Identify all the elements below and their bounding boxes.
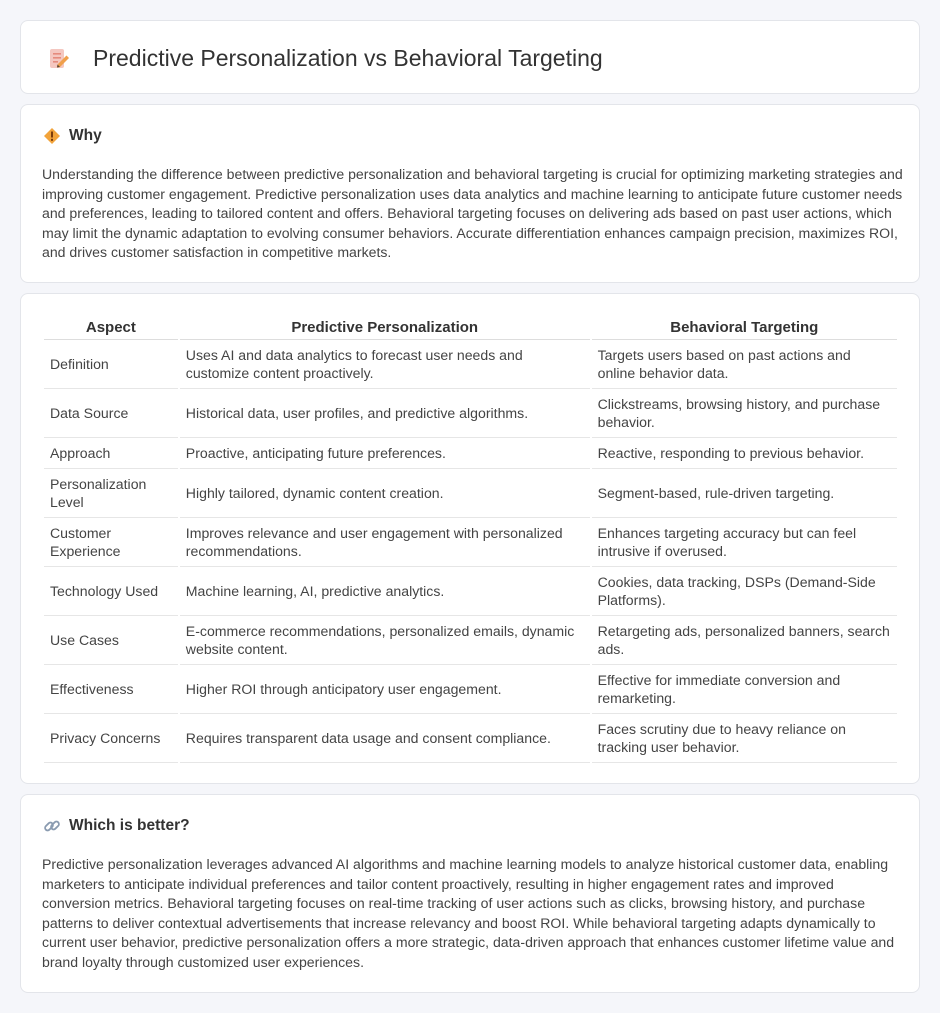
aspect-cell: Effectiveness [44, 665, 178, 714]
why-section [20, 104, 920, 283]
predictive-cell: Improves relevance and user engagement with personalized recommendations. [180, 518, 590, 567]
aspect-cell: Customer Experience [44, 518, 178, 567]
aspect-cell: Definition [44, 340, 178, 389]
aspect-cell: Approach [44, 438, 178, 469]
page-title: Predictive Personalization vs Behavioral Targeting [93, 45, 603, 71]
aspect-cell: Technology Used [44, 567, 178, 616]
table-row [44, 714, 897, 763]
better-text: Predictive personalization leverages advanced AI algorithms and machine learning models to analyze historical customer data, enabling marketers to anticipate individual preferences and tailor content proactively, resulting in higher engagement rates and improved conversion metrics. Behavioral targeting focuses on real-time tracking of user actions such as clicks, browsing history, and purchase patterns to deliver contextual advertisements that increase relevancy and boost ROI. While behavioral targeting adapts dynamically to current user behavior, predictive personalization offers a more strategic, data-driven approach that enhances customer lifetime value and brand loyalty through customized user experiences. [42, 856, 895, 970]
comparison-card [20, 293, 920, 784]
better-heading: Which is better? [69, 817, 190, 834]
behavioral-cell: Cookies, data tracking, DSPs (Demand-Side Platforms). [592, 567, 897, 616]
header-card [20, 20, 920, 94]
table-header-row [44, 316, 897, 340]
table-row [44, 665, 897, 714]
behavioral-cell: Faces scrutiny due to heavy reliance on tracking user behavior. [592, 714, 897, 763]
table-row [44, 340, 897, 389]
behavioral-cell: Enhances targeting accuracy but can feel intrusive if overused. [592, 518, 897, 567]
why-heading: Why [69, 127, 102, 144]
predictive-cell: Historical data, user profiles, and predictive algorithms. [180, 389, 590, 438]
diamond-warning-icon [43, 127, 61, 145]
column-header: Predictive Personalization [180, 316, 590, 340]
predictive-cell: Machine learning, AI, predictive analytics. [180, 567, 590, 616]
table-row [44, 567, 897, 616]
table-row [44, 518, 897, 567]
predictive-cell: Highly tailored, dynamic content creation. [180, 469, 590, 518]
table-row [44, 616, 897, 665]
predictive-cell: Higher ROI through anticipatory user engagement. [180, 665, 590, 714]
predictive-cell: Requires transparent data usage and consent compliance. [180, 714, 590, 763]
predictive-cell: Uses AI and data analytics to forecast user needs and customize content proactively. [180, 340, 590, 389]
behavioral-cell: Retargeting ads, personalized banners, search ads. [592, 616, 897, 665]
behavioral-cell: Targets users based on past actions and online behavior data. [592, 340, 897, 389]
better-section [20, 794, 920, 993]
why-text: Understanding the difference between predictive personalization and behavioral targeting is crucial for optimizing marketing strategies and improving customer engagement. Predictive personalization uses data analytics and machine learning to anticipate future customer needs and preferences, leading to tailored content and offers. Behavioral targeting focuses on delivering ads based on past user actions, which may limit the dynamic adaptation to evolving consumer behaviors. Accurate differentiation enhances campaign precision, maximizes ROI, and drives customer satisfaction in competitive markets. [42, 166, 903, 261]
aspect-cell: Personalization Level [44, 469, 178, 518]
behavioral-cell: Clickstreams, browsing history, and purchase behavior. [592, 389, 897, 438]
column-header: Behavioral Targeting [592, 316, 897, 340]
behavioral-cell: Reactive, responding to previous behavior. [592, 438, 897, 469]
column-header: Aspect [44, 316, 178, 340]
aspect-cell: Use Cases [44, 616, 178, 665]
aspect-cell: Privacy Concerns [44, 714, 178, 763]
aspect-cell: Data Source [44, 389, 178, 438]
table-row [44, 438, 897, 469]
table-row [44, 389, 897, 438]
behavioral-cell: Segment-based, rule-driven targeting. [592, 469, 897, 518]
document-pencil-icon [47, 47, 71, 71]
predictive-cell: Proactive, anticipating future preferences. [180, 438, 590, 469]
behavioral-cell: Effective for immediate conversion and remarketing. [592, 665, 897, 714]
comparison-table [42, 316, 899, 763]
link-icon [43, 817, 61, 835]
table-row [44, 469, 897, 518]
predictive-cell: E-commerce recommendations, personalized emails, dynamic website content. [180, 616, 590, 665]
